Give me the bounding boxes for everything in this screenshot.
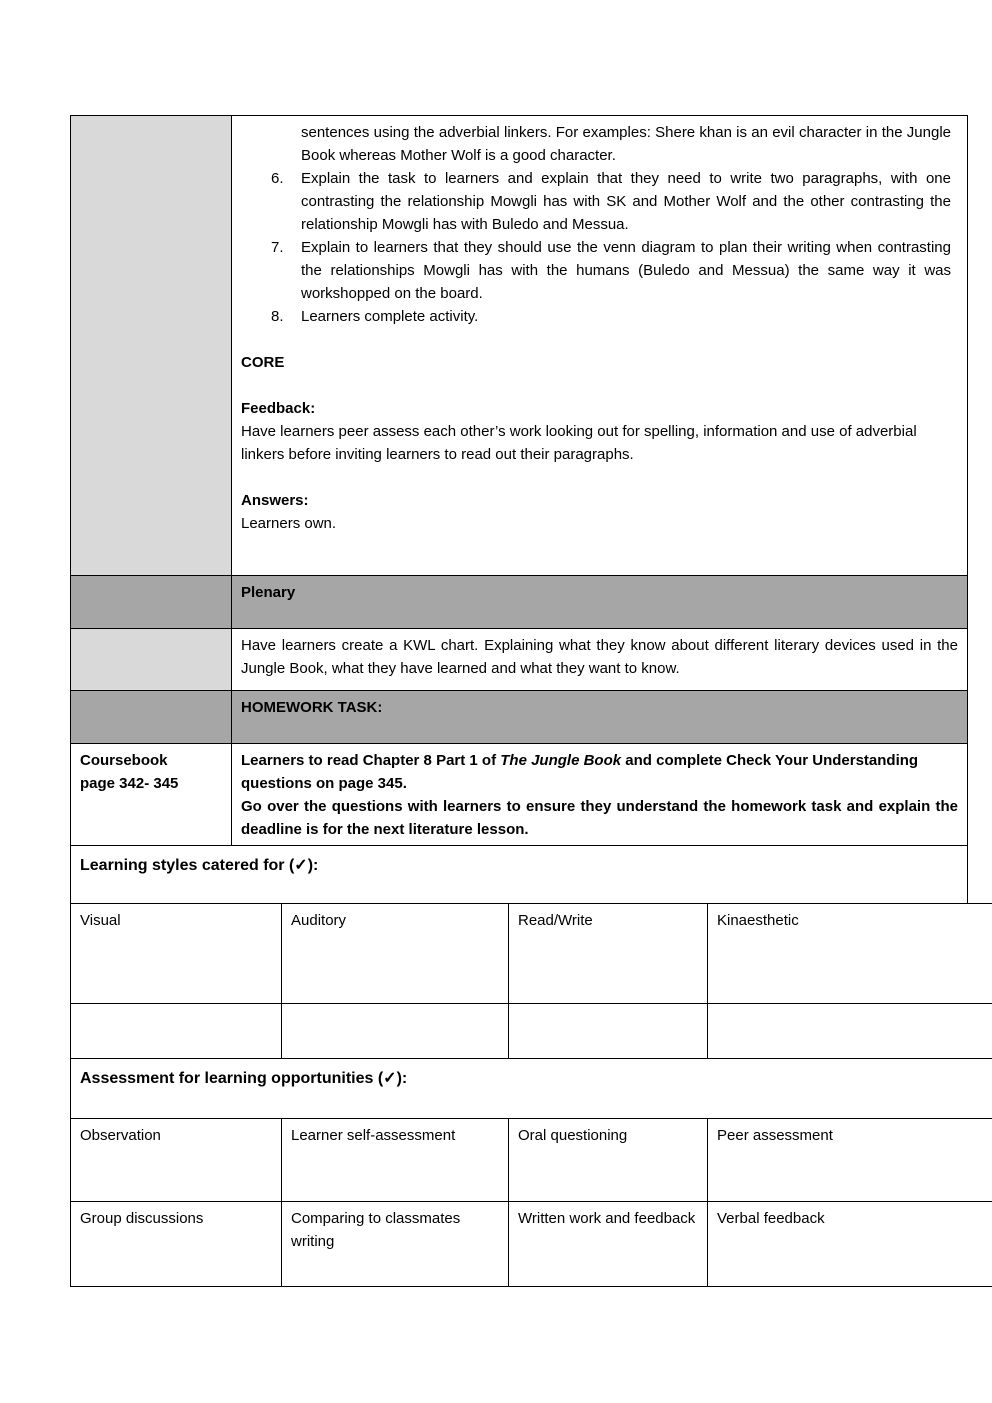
plenary-content-row — [71, 629, 968, 691]
assessment-label: Group discussions — [80, 1210, 204, 1227]
learning-styles-header-cell — [71, 846, 968, 904]
homework-content-row — [71, 744, 968, 846]
assessment-label: Comparing to classmates writing — [291, 1210, 461, 1250]
homework-header-cell — [232, 691, 968, 744]
learning-styles-header-row — [71, 846, 968, 904]
assessment-header: Assessment for learning opportunities (✓): — [80, 1070, 408, 1087]
plenary-text-cell — [232, 629, 968, 691]
assessment-label: Observation — [80, 1127, 161, 1144]
plenary-content-left-cell — [71, 629, 232, 691]
assessment-cell — [282, 1119, 509, 1202]
homework-task-cell — [232, 744, 968, 846]
answers-label: Answers: — [241, 492, 309, 509]
coursebook-line1: Coursebook — [80, 752, 168, 769]
step-text: Learners complete activity. — [301, 308, 479, 325]
assessment-cell — [282, 1202, 509, 1287]
step-number: 7. — [271, 239, 284, 256]
empty-row — [71, 1004, 992, 1059]
homework-task-part1: Learners to read Chapter 8 Part 1 of — [241, 752, 501, 769]
assessment-cell — [708, 1119, 992, 1202]
homework-left-cell — [71, 691, 232, 744]
lesson-steps-row — [71, 116, 968, 576]
coursebook-cell — [71, 744, 232, 846]
core-label: CORE — [241, 354, 285, 371]
step-number: 8. — [271, 308, 284, 325]
lesson-step — [241, 236, 951, 305]
learning-style-label: Read/Write — [518, 912, 593, 929]
plenary-header-cell — [232, 576, 968, 629]
step-continuation-text: sentences using the adverbial linkers. For examples: Shere khan is an evil character in the Jungle Book whereas Mother Wolf is a good character. — [301, 124, 951, 164]
feedback-text: Have learners peer assess each other’s work looking out for spelling, information and use of adverbial linkers before inviting learners to read out their paragraphs. — [241, 423, 917, 463]
assessment-row — [71, 1119, 992, 1202]
assessment-label: Verbal feedback — [717, 1210, 825, 1227]
assessment-cell — [509, 1119, 708, 1202]
learning-style-cell — [509, 904, 708, 1004]
feedback-label: Feedback: — [241, 400, 316, 417]
assessment-row — [71, 1202, 992, 1287]
assessment-cell — [71, 1119, 282, 1202]
plenary-text: Have learners create a KWL chart. Explaining what they know about different literary devices used in the Jungle Book, what they have learned and what they want to know. — [241, 637, 958, 677]
assessment-label: Written work and feedback — [518, 1210, 696, 1227]
lesson-step — [241, 305, 951, 328]
lesson-step — [241, 167, 951, 236]
learning-style-label: Auditory — [291, 912, 347, 929]
lesson-left-cell — [71, 116, 232, 576]
plenary-left-cell — [71, 576, 232, 629]
learning-styles-header: Learning styles catered for (✓): — [80, 857, 319, 874]
lesson-plan-document — [70, 115, 958, 1287]
homework-task-paragraph — [241, 749, 958, 795]
learning-style-cell — [71, 904, 282, 1004]
homework-book-title: The Jungle Book — [500, 752, 622, 769]
learning-style-label: Visual — [80, 912, 121, 929]
plenary-header-row — [71, 576, 968, 629]
homework-task-part2: and complete Check Your Understanding questions on page 345. — [241, 752, 919, 792]
learning-style-label: Kinaesthetic — [717, 912, 799, 929]
step-number: 6. — [271, 170, 284, 187]
assessment-label: Oral questioning — [518, 1127, 628, 1144]
assessment-label: Learner self-assessment — [291, 1127, 456, 1144]
plenary-label: Plenary — [241, 584, 296, 601]
empty-cell — [708, 1004, 992, 1059]
assessment-header-cell — [71, 1059, 992, 1119]
assessment-cell — [509, 1202, 708, 1287]
assessment-cell — [708, 1202, 992, 1287]
assessment-label: Peer assessment — [717, 1127, 833, 1144]
learning-style-cell — [708, 904, 992, 1004]
assessment-cell — [71, 1202, 282, 1287]
coursebook-line2: page 342- 345 — [80, 775, 179, 792]
learning-styles-row — [71, 904, 992, 1004]
empty-cell — [509, 1004, 708, 1059]
styles-assessment-table — [70, 903, 992, 1287]
lesson-plan-table — [70, 115, 968, 904]
homework-task-part3: Go over the questions with learners to ensure they understand the homework task and explain the deadline is for the next literature lesson. — [241, 798, 958, 838]
empty-cell — [71, 1004, 282, 1059]
lesson-steps-cell — [232, 116, 968, 576]
learning-style-cell — [282, 904, 509, 1004]
empty-cell — [282, 1004, 509, 1059]
answers-text: Learners own. — [241, 515, 337, 532]
homework-task-label: HOMEWORK TASK: — [241, 699, 383, 716]
step-text: Explain the task to learners and explain that they need to write two paragraphs, with one contrasting the relationship Mowgli has with SK and Mother Wolf and the other contrasting the relationship Mowgli has with Buledo and Messua. — [301, 170, 951, 233]
homework-header-row — [71, 691, 968, 744]
step-text: Explain to learners that they should use the venn diagram to plan their writing when contrasting the relationships Mowgli has with the humans (Buledo and Messua) the same way it was workshopped on the board. — [301, 239, 951, 302]
assessment-header-row — [71, 1059, 992, 1119]
